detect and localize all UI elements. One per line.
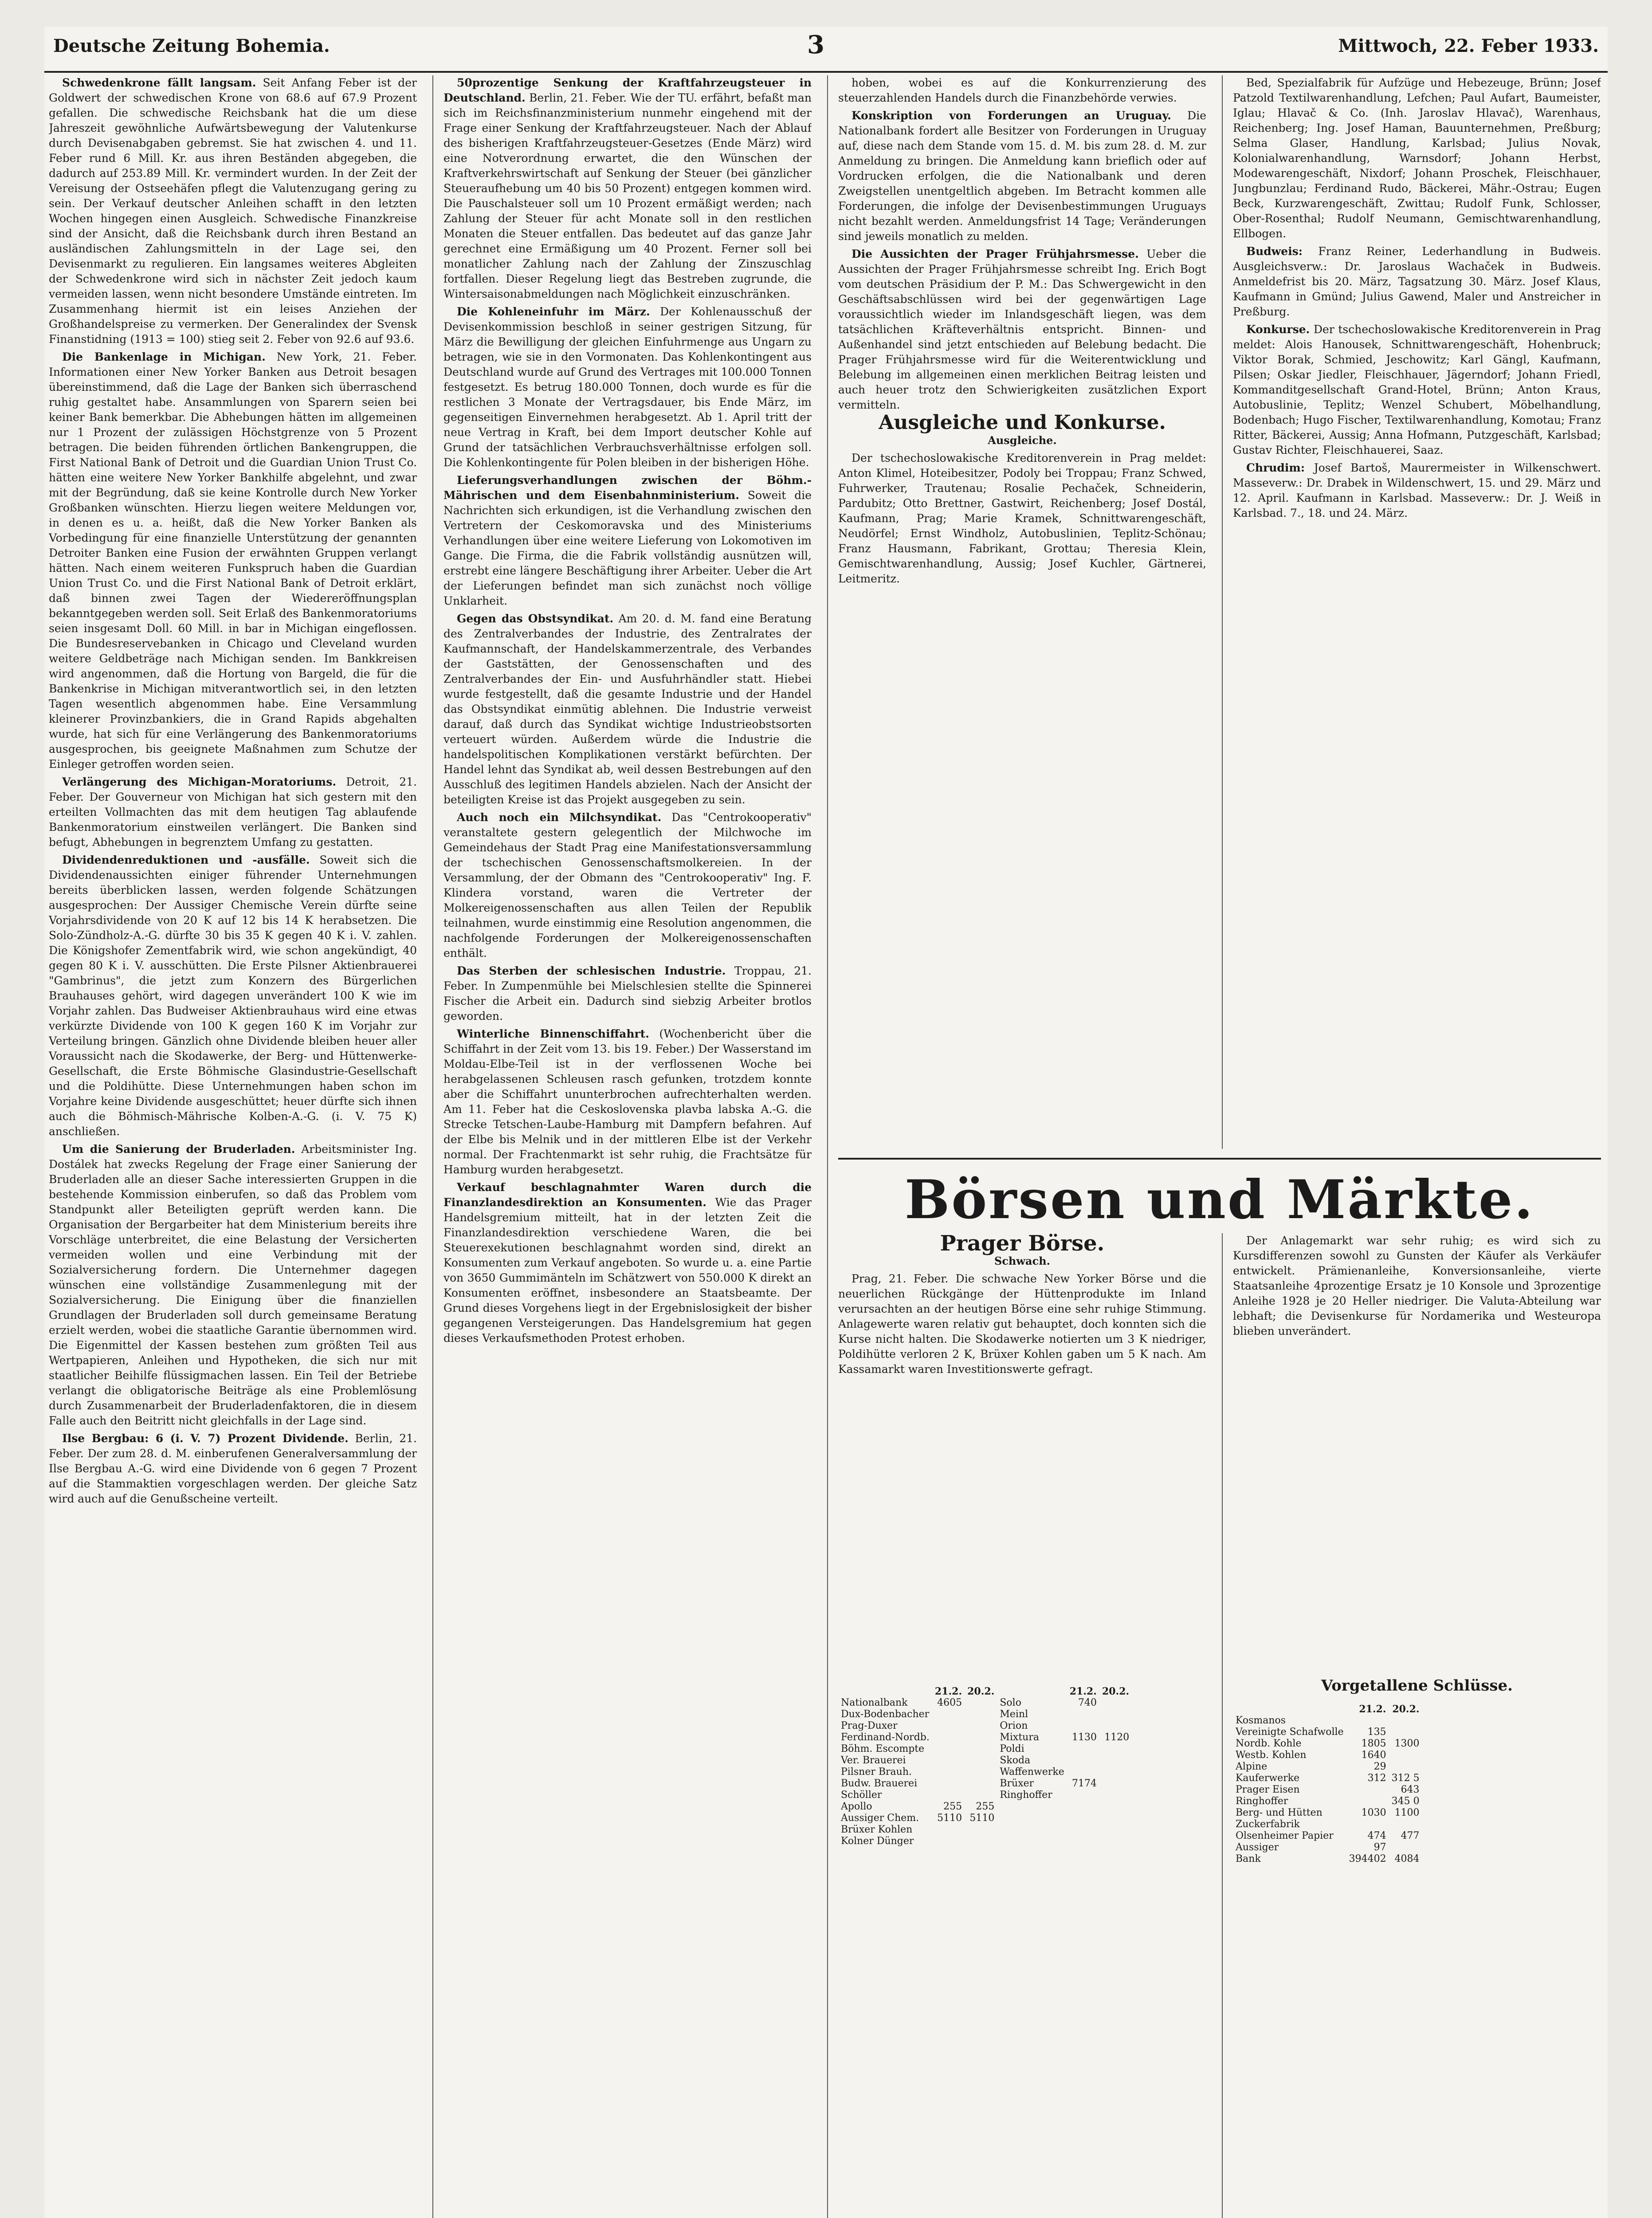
table-row xyxy=(838,1813,1132,1824)
article-text: Das "Centrokooperativ" veranstaltete gestern gelegentlich der Milchwoche im Gemeindehaus der Stadt Prag eine Manifestationsversammlung der tschechischen Genossenschaftsmolkereien. In der Versammlung, der der Obmann des "Centrokooperativ" Ing. F. Klindera vorstand, waren die Vertreter der Molkereigenossenschaften aus allen Teilen der Republik teilnahmen, wurde einstimmig eine Resolution angenommen, die nachfolgende Forderungen der Molkereigenossenschaften enthält. xyxy=(443,811,812,960)
stock-price: 643 xyxy=(1401,1784,1420,1795)
article-headline: Winterliche Binnenschiffahrt. xyxy=(457,1027,649,1040)
article xyxy=(443,1026,812,1177)
section-subheading xyxy=(838,433,1206,448)
stock-price xyxy=(1099,1709,1132,1720)
table-header-cell: 20.2. xyxy=(1102,1686,1130,1697)
article-headline: Die Kohleneinfuhr im März. xyxy=(457,305,650,318)
stock-price: 1130 xyxy=(1071,1732,1097,1743)
stock-name: Prager Eisen xyxy=(1236,1784,1300,1795)
stock-name: Ringhoffer xyxy=(1236,1796,1288,1807)
stock-price: 312 xyxy=(1367,1773,1386,1784)
stock-name xyxy=(997,1813,1067,1824)
article xyxy=(49,1431,417,1506)
article xyxy=(443,304,812,470)
stock-table-title: Vorgetallene Schlüsse. xyxy=(1321,1677,1513,1695)
stock-table-right xyxy=(1233,1703,1601,1865)
table-header-cell xyxy=(1233,1703,1346,1715)
stock-price: 255 xyxy=(976,1801,995,1812)
stock-price xyxy=(1099,1789,1132,1801)
table-row xyxy=(838,1789,1132,1801)
stock-name xyxy=(997,1836,1067,1847)
stock-price: 5110 xyxy=(969,1813,995,1824)
stock-price xyxy=(1346,1715,1389,1726)
column-3 xyxy=(838,75,1206,1149)
stock-price: 1300 xyxy=(1394,1738,1420,1749)
stock-price xyxy=(1099,1824,1132,1836)
stock-price: 1100 xyxy=(1394,1807,1420,1818)
article xyxy=(49,853,417,1139)
stock-price xyxy=(1099,1720,1132,1732)
article xyxy=(838,247,1206,413)
article xyxy=(1233,460,1601,521)
stock-price xyxy=(1389,1750,1422,1761)
article-headline: Dividendenreduktionen und -ausfälle. xyxy=(62,853,310,866)
stock-price xyxy=(932,1766,965,1778)
stock-name: Poldi xyxy=(1000,1743,1024,1754)
stock-name: Solo xyxy=(1000,1697,1021,1708)
stock-name: Mixtura xyxy=(1000,1732,1039,1743)
article-text: Franz Reiner, Lederhandlung in Budweis. Ausgleichsverw.: Dr. Jaroslaus Wachaček in Budweis. Anmeldefrist bis 20. März, Tagsatzung 30. März. Josef Klaus, Kaufmann in Gmünd; Julius Gawend, Maler und Anstreicher in Preßburg. xyxy=(1233,245,1601,318)
stock-price xyxy=(1099,1755,1132,1766)
stock-table-right-grid xyxy=(1233,1703,1422,1865)
stock-price xyxy=(1389,1819,1422,1830)
column-rule xyxy=(1222,75,1223,1149)
stock-price xyxy=(1067,1755,1099,1766)
stock-price xyxy=(1099,1813,1132,1824)
stock-name: Brüxer xyxy=(1000,1778,1034,1789)
column-1 xyxy=(49,75,417,2218)
stock-price xyxy=(965,1836,997,1847)
stock-price xyxy=(965,1824,997,1836)
table-header-cell: 21.2. xyxy=(1359,1703,1386,1715)
article xyxy=(443,1180,812,1346)
stock-name: Budw. Brauerei xyxy=(841,1778,918,1789)
stock-price: 135 xyxy=(1367,1726,1386,1738)
article-headline: Die Aussichten der Prager Frühjahrsmesse. xyxy=(852,248,1139,260)
stock-price xyxy=(1067,1720,1099,1732)
article-text: hoben, wobei es auf die Konkurrenzierung des steuerzahlenden Handels durch die Finanzbehörde verwies. xyxy=(838,76,1206,104)
article-headline: Das Sterben der schlesischen Industrie. xyxy=(457,964,726,977)
article-headline: Verlängerung des Michigan-Moratoriums. xyxy=(62,775,337,788)
table-header-cell: 20.2. xyxy=(967,1686,995,1697)
stock-name xyxy=(997,1801,1067,1813)
table-row xyxy=(838,1755,1132,1766)
article-headline: Budweis: xyxy=(1246,245,1303,258)
article-text: (Wochenbericht über die Schiffahrt in der Zeit vom 13. bis 19. Feber.) Der Wasserstand im Moldau-Elbe-Teil ist in der verflossenen Woche bei herabgelassenen Schleusen rasch gefunken, trotzdem konnte aber die Schiffahrt ununterbrochen aufrechterhalten werden. Am 11. Feber hat die Ceskoslovenska plavba labska A.-G. die Strecke Tetschen-Laube-Hamburg mit Dampfern befahren. Auf der Elbe bis Melnik und in der mittleren Elbe ist der Verkehr normal. Der Frachtenmarkt ist sehr ruhig, die Frachtsätze für Hamburg wurden herabgesetzt. xyxy=(443,1027,812,1176)
stock-price xyxy=(965,1789,997,1801)
article xyxy=(443,810,812,961)
table-header-cell: 20.2. xyxy=(1392,1703,1420,1715)
table-header-cell: 21.2. xyxy=(934,1686,962,1697)
newspaper-page xyxy=(44,27,1608,2218)
article xyxy=(443,963,812,1024)
stock-price xyxy=(932,1836,965,1847)
stock-name: Schöller xyxy=(841,1789,882,1801)
article-headline: Chrudim: xyxy=(1246,461,1305,474)
table-header-cell xyxy=(838,1686,932,1697)
stock-name: Prag-Duxer xyxy=(841,1720,898,1731)
table-row xyxy=(838,1720,1132,1732)
stock-price xyxy=(965,1755,997,1766)
stock-table-left xyxy=(838,1686,1206,1847)
section-heading xyxy=(838,411,1206,434)
article xyxy=(443,473,812,609)
markets-text: Der Anlagemarkt war sehr ruhig; es wird sich zu Kursdifferenzen sowohl zu Gunsten der Käufer als Verkäufer entwickelt. Prämienanleihe, Konversionsanleihe, vierte Staatsanleihe 4prozentige Ersatz je 10 Konsole und 3prozentige Anleihe 1928 je 20 Heller niedriger. Die Valuta-Abteilung war lebhaft; die Devisenkurse für Nordamerika und Westeuropa blieben unverändert. xyxy=(1233,1234,1601,1337)
stock-price: 1640 xyxy=(1361,1750,1386,1761)
table-row xyxy=(838,1709,1132,1720)
stock-name: Kauferwerke xyxy=(1236,1773,1300,1784)
article-text: Josef Bartoš, Maurermeister in Wilkenschwert. Masseverw.: Dr. Drabek in Wildenschwert, 15. und 29. März und 12. April. Kaufmann in Karlsbad. Masseverw.: Dr. J. Weiß in Karlsbad. 7., 18. und 24. März. xyxy=(1233,461,1601,519)
table-row xyxy=(838,1778,1132,1789)
article-text: New York, 21. Feber. Informationen einer New Yorker Banken aus Detroit besagen übereinstimmend, daß die Lage der Banken sich überraschend ruhig gestaltet habe. Ansammlungen von Sparern seien bei keiner Bank bemerkbar. Die Abhebungen hätten im allgemeinen nur 1 Prozent der zulässigen Höchstgrenze von 5 Prozent betragen. Die beiden führenden örtlichen Bankengruppen, die First National Bank of Detroit und die Guardian Union Trust Co. hätten eine weitere New Yorker Bankhilfe abgelehnt, und zwar mit der Begründung, daß sie keine Kontrolle durch New Yorker Großbanken wünschten. Hierzu liegen weitere Meldungen vor, in denen es u. a. heißt, daß die New Yorker Banken als Vorbedingung für eine finanzielle Unterstützung der genannten Detroiter Banken eine Fusion der erwähnten Gruppen verlangt hätten. Nach einem weiteren Funkspruch haben die Guardian Union Trust Co. und die First National Bank of Detroit erklärt, daß binnen zwei Tagen der Wiedereröffnungsplan bekanntgegeben werden soll. Seit Erlaß des Bankenmoratoriums seien insgesamt Doll. 60 Mill. in bar in Michigan eingeflossen. Die Bundesreservebanken in Chicago und Cleveland wurden weitere Geldbeträge nach Michigan senden. Im Bankkreisen wird angenommen, daß die Hortung von Bargeld, die für die Bankenkrise in Michigan mitverantwortlich sei, in den letzten Tagen wesentlich abgenommen habe. Eine Versammlung kleinerer Provinzbankiers, die in Grand Rapids abgehalten wurde, hat sich für eine Verlängerung des Bankenmoratoriums ausgesprochen, bis geeignete Maßnahmen zum Schutze der Einleger getroffen worden seien. xyxy=(49,350,417,771)
article-text: Bed, Spezialfabrik für Aufzüge und Hebezeuge, Brünn; Josef Patzold Textilwarenhandlung, Lefchen; Paul Aufart, Baumeister, Iglau; Hlavač & Co. (Inh. Jaroslav Hlavač), Warenhaus, Reichenberg; Ing. Josef Haman, Bauunternehmen, Preßburg; Selma Glaser, Handlung, Karlsbad; Julius Novak, Kolonialwarenhandlung, Warnsdorf; Johann Herbst, Modewarengeschäft, Nixdorf; Johann Proschek, Fleischhauer, Jungbunzlau; Ferdinand Rudo, Bäckerei, Mähr.-Ostrau; Eugen Beck, Kurzwarengeschäft, Zwittau; Rudolf Funk, Schlosser, Ober-Rosenthal; Rudolf Neumann, Gemischtwarenhandlung, Ellbogen. xyxy=(1233,76,1601,240)
stock-price xyxy=(1099,1697,1132,1709)
table-row xyxy=(838,1766,1132,1778)
stock-price: 474 xyxy=(1367,1830,1386,1841)
stock-price: 255 xyxy=(943,1801,962,1812)
table-header-cell xyxy=(997,1686,1067,1697)
stock-name: Olsenheimer Papier xyxy=(1236,1830,1334,1841)
stock-price: 5110 xyxy=(937,1813,962,1824)
article xyxy=(838,75,1206,106)
stock-name xyxy=(997,1824,1067,1836)
table-row xyxy=(838,1732,1132,1743)
stock-name: Westb. Kohlen xyxy=(1236,1750,1307,1761)
stock-price xyxy=(1067,1801,1099,1813)
page-number: 3 xyxy=(807,30,824,59)
stock-price xyxy=(1067,1789,1099,1801)
stock-name: Nationalbank xyxy=(841,1697,908,1708)
column-4 xyxy=(1233,75,1601,1149)
article-headline: 50prozentige Senkung der Kraftfahrzeugsteuer in Deutschland. xyxy=(443,76,812,104)
table-row xyxy=(1233,1738,1422,1750)
stock-price xyxy=(932,1720,965,1732)
stock-name: Kosmanos xyxy=(1236,1715,1286,1726)
stock-price xyxy=(1067,1743,1099,1755)
article-headline: Konskription von Forderungen an Uruguay. xyxy=(852,109,1171,122)
stock-price xyxy=(1067,1709,1099,1720)
stock-price: 312 5 xyxy=(1391,1773,1420,1784)
article xyxy=(49,1142,417,1428)
table-header-row xyxy=(1233,1703,1422,1715)
stock-price xyxy=(1099,1766,1132,1778)
article xyxy=(838,108,1206,244)
table-header-row xyxy=(838,1686,1132,1697)
stock-price xyxy=(965,1743,997,1755)
stock-price xyxy=(932,1778,965,1789)
stock-name: Ringhoffer xyxy=(1000,1789,1052,1801)
article xyxy=(443,611,812,807)
stock-price xyxy=(1389,1726,1422,1738)
article-headline: Auch noch ein Milchsyndikat. xyxy=(457,811,662,824)
article-headline: Um die Sanierung der Bruderladen. xyxy=(62,1143,295,1156)
article-text: Ausgleiche. xyxy=(988,434,1057,447)
table-row xyxy=(1233,1784,1422,1796)
article-headline: Verkauf beschlagnahmter Waren durch die Finanzlandesdirektion an Konsumenten. xyxy=(443,1181,812,1209)
article xyxy=(1233,244,1601,319)
stock-price xyxy=(1389,1842,1422,1853)
article-text: Berlin, 21. Feber. Der zum 28. d. M. einberufenen Generalversammlung der Ilse Bergbau A.-G. wird eine Dividende von 6 gegen 7 Prozent auf die Stammaktien vorgeschlagen werden. Der gleiche Satz wird auch auf die Genußscheine verteilt. xyxy=(49,1432,417,1505)
article-headline: Ilse Bergbau: 6 (i. V. 7) Prozent Dividende. xyxy=(62,1432,349,1445)
stock-price xyxy=(1099,1743,1132,1755)
stock-price: 1805 xyxy=(1361,1738,1386,1749)
stock-name: Meinl xyxy=(1000,1709,1028,1720)
stock-name: Kolner Dünger xyxy=(841,1836,914,1847)
article-headline: Konkurse. xyxy=(1246,323,1310,336)
article-text: Detroit, 21. Feber. Der Gouverneur von Michigan hat sich gestern mit den erteilten Vollmachten das mit dem heutigen Tag ablaufende Bankenmoratorium einstweilen verlängert. Die Banken sind befugt, Abhebungen in begrenztem Umfang zu gestatten. xyxy=(49,775,417,849)
column-rule xyxy=(1222,1233,1223,2218)
issue-date: Mittwoch, 22. Feber 1933. xyxy=(1338,35,1599,56)
boerse-title: Prager Börse. xyxy=(940,1233,1105,1256)
article xyxy=(1233,75,1601,241)
stock-price xyxy=(1389,1715,1422,1726)
stock-name: Alpine xyxy=(1236,1761,1267,1772)
stock-price xyxy=(932,1824,965,1836)
markets-banner xyxy=(838,1158,1601,1231)
article xyxy=(49,75,417,347)
article-text: Seit Anfang Feber ist der Goldwert der schwedischen Krone von 68.6 auf 67.9 Prozent gefallen. Die schwedische Reichsbank hat die um diese Jahreszeit gewöhnliche Aufwärtsbewegung der Valutenkurse durch Devisenabgaben gebremst. Sie hat zwischen 4. und 11. Feber rund 6 Mill. Kr. aus ihren Beständen abgegeben, die dadurch auf 253.89 Mill. Kr. vermindert wurden. In der Zeit der Vereisung der Ostseehäfen pflegt die Valutenzugang gering zu sein. Der Verkauf deutscher Anleihen schafft in den letzten Wochen hingegen einen Ausgleich. Schwedische Finanzkreise sind der Ansicht, daß die Reichsbank durch ihren Bestand an ausländischen Zahlungsmitteln in der Lage sei, den Devisenmarkt zu regulieren. Ein langsames weiteres Abgleiten der Schwedenkrone wird sich in nächster Zeit jedoch kaum vermeiden lassen, wenn nicht besondere Umstände eintreten. Im Zusammenhang hiermit ist ein leises Anziehen der Großhandelspreise zu vermerken. Der Generalindex der Svensk Finanstidning (1913 = 100) stieg seit 2. Feber von 92.6 auf 93.6. xyxy=(49,76,417,346)
stock-name: Pilsner Brauh. xyxy=(841,1766,912,1778)
table-row xyxy=(1233,1750,1422,1761)
table-row xyxy=(1233,1796,1422,1807)
stock-price xyxy=(1346,1819,1389,1830)
article-text: Der Kohlenausschuß der Devisenkommission beschloß in seiner gestrigen Sitzung, für März die Bewilligung der gleichen Einfuhrmenge aus Ungarn zu betragen, wie sie in den Vormonaten. Das Kohlenkontingent aus Deutschland wurde auf Grund des Vertrages mit 100.000 Tonnen festgesetzt. Es betrug 180.000 Tonnen, doch wurde es für die restlichen 3 Monate der Vertragsdauer, bis Ende März, im gegenseitigen Einvernehmen herabgesetzt. Ab 1. April tritt der neue Vertrag in Kraft, bei dem Import deutscher Kohle auf Grund der tatsächlichen Verbrauchsverhältnisse erfolgen soll. Die Kohlenkontingente für Polen bleiben in der bisherigen Höhe. xyxy=(443,305,812,469)
stock-price: 1030 xyxy=(1361,1807,1386,1818)
stock-name: Böhm. Escompte xyxy=(841,1743,925,1754)
article xyxy=(1233,322,1601,458)
stock-name: Nordb. Kohle xyxy=(1236,1738,1302,1749)
stock-price xyxy=(932,1709,965,1720)
table-row xyxy=(1233,1715,1422,1726)
table-row xyxy=(1233,1773,1422,1784)
table-row xyxy=(1233,1726,1422,1738)
stock-name: Skoda xyxy=(1000,1755,1031,1766)
article xyxy=(49,775,417,850)
stock-name: Aussiger xyxy=(1236,1842,1279,1853)
stock-price xyxy=(965,1766,997,1778)
article-text: Soweit sich die Dividendenaussichten einiger führender Unternehmungen bereits überblicken lassen, werden folgende Schätzungen ausgesprochen: Der Aussiger Chemische Verein dürfte seine Vorjahrsdividende von 20 K auf 12 bis 14 K herabsetzen. Die Solo-Zündholz-A.-G. dürfte 30 bis 35 K gegen 40 K i. V. zahlen. Die Königshofer Zementfabrik wird, wie schon angekündigt, 40 gegen 80 K i. V. ausschütten. Die Erste Pilsner Aktienbrauerei "Gambrinus", die jetzt zum Konzern des Bürgerlichen Brauhauses gehört, wird dagegen unverändert 100 K wie im Vorjahr zahlen. Das Budweiser Aktienbrauhaus wird eine etwas verkürzte Dividende von 100 K gegen 160 K im Vorjahr zur Verteilung bringen. Gänzlich ohne Dividende bleiben heuer aller Voraussicht nach die Skodawerke, der Berg- und Hüttenwerke-Gesellschaft, die Erste Böhmische Glasindustrie-Gesellschaft und die Poldihütte. Diese Unternehmungen haben schon im Vorjahre keine Dividende ausgeschüttet; heuer dürfte sich ihnen auch die Böhmisch-Mährische Kolben-A.-G. (i. V. 75 K) anschließen. xyxy=(49,853,417,1138)
stock-table-left-grid xyxy=(838,1686,1132,1847)
stock-price xyxy=(1346,1796,1389,1807)
stock-name: Vereinigte Schafwolle xyxy=(1236,1726,1344,1738)
markets-banner-title: Börsen und Märkte. xyxy=(904,1168,1535,1231)
stock-price: 345 0 xyxy=(1391,1796,1420,1807)
table-header-cell: 21.2. xyxy=(1069,1686,1097,1697)
article-text: Arbeitsminister Ing. Dostálek hat zwecks Regelung der Frage einer Sanierung der Bruderladen alle an dieser Sache interessierten Gruppen in die bestehende Kommission einberufen, so daß das Problem vom Standpunkt aller Beteiligten geprüft werden kann. Die Organisation der Bergarbeiter hat dem Ministerium bereits ihre Vorschläge unterbreitet, die eine Belastung der Versicherten vermeiden wollen und eine Verbindung mit der Sozialversicherung fordern. Die Unternehmer dagegen wünschen eine vollständige Zusammenlegung mit der Sozialversicherung. Die Einigung über die finanziellen Grundlagen der Bruderladen soll durch gemeinsame Beratung erzielt werden, wobei die staatliche Garantie übernommen wird. Die Eigenmittel der Kassen bestehen zum größten Teil aus Wertpapieren, Anleihen und Hypotheken, die sich nur mit staatlicher Beihilfe flüssigmachen lassen. Ein Teil der Betriebe verlangt die obligatorische Beiträge als eine Problemlösung durch Zusammenarbeit der Bruderladenfaktoren, die in diesem Falle auch den Beitritt nicht gleichfalls in der Lage sind. xyxy=(49,1143,417,1427)
stock-price xyxy=(965,1709,997,1720)
boerse-subtitle: Schwach. xyxy=(994,1255,1051,1267)
stock-name: Orion xyxy=(1000,1720,1028,1731)
article-headline: Schwedenkrone fällt langsam. xyxy=(62,76,256,89)
stock-price xyxy=(965,1778,997,1789)
article-text: Der tschechoslowakische Kreditorenverein in Prag meldet: Alois Hanousek, Schnittwarengeschäft, Hohenbruck; Viktor Borak, Schmied, Jeschowitz; Karl Gängl, Kaufmann, Pilsen; Oskar Jiedler, Fleischhauer, Jägerndorf; Johann Friedl, Kommanditgesellschaft Grand-Hotel, Brünn; Anton Kraus, Autobuslinie, Teplitz; Wenzel Schubert, Möbelhandlung, Bodenbach; Hugo Fischer, Textilwarenhandlung, Komotau; Franz Ritter, Bäckerei, Aussig; Anna Hofmann, Putzgeschäft, Karlsbad; Gustav Richter, Fleischhauerei, Saaz. xyxy=(1233,323,1601,456)
article xyxy=(443,75,812,302)
article xyxy=(838,451,1206,586)
stock-name: Zuckerfabrik xyxy=(1236,1819,1300,1830)
column-rule xyxy=(827,75,828,2218)
stock-price: 7174 xyxy=(1071,1778,1097,1789)
stock-price xyxy=(1099,1778,1132,1789)
article-headline: Die Bankenlage in Michigan. xyxy=(62,350,266,363)
article-text: Die Nationalbank fordert alle Besitzer von Forderungen in Uruguay auf, diese nach dem Stande vom 15. d. M. bis zum 28. d. M. zur Anmeldung zu bringen. Die Anmeldung kann brieflich oder auf Vordrucken erfolgen, die die Nationalbank und deren Zweigstellen unentgeltlich abgeben. Im Betracht kommen alle Forderungen, die infolge der Devisenbestimmungen Uruguays nicht bezahlt werden. Anmeldungsfrist 14 Tage; Veränderungen sind jeweils monatlich zu melden. xyxy=(838,109,1206,243)
article-text: Am 20. d. M. fand eine Beratung des Zentralverbandes der Industrie, des Zentralrates der Kaufmannschaft, der Handelskammerzentrale, des Verbandes der Gaststätten, der Genossenschaften und des Zentralverbandes der Ein- und Ausfuhrhändler statt. Hiebei wurde festgestellt, daß die gesamte Industrie und der Handel das Obstsyndikat einmütig ablehnen. Die Industrie verweist darauf, daß durch das Syndikat wichtige Industrieobstsorten verteuert würden. Außerdem würde die Industrie die handelspolitischen Komplikationen verstärkt befürchten. Der Handel lehnt das Syndikat ab, weil dessen Bestrebungen auf den Ausschluß des legitimen Handels abzielen. Nach der Ansicht der beteiligten Kreise ist das Projekt ausgegeben zu sein. xyxy=(443,612,812,806)
table-row xyxy=(838,1836,1132,1847)
markets-column xyxy=(1233,1233,1601,1668)
stock-price xyxy=(1067,1836,1099,1847)
stock-price: 4084 xyxy=(1394,1853,1420,1864)
table-row xyxy=(838,1824,1132,1836)
stock-price xyxy=(1389,1761,1422,1773)
stock-name: Ver. Brauerei xyxy=(841,1755,906,1766)
table-row xyxy=(838,1697,1132,1709)
stock-price xyxy=(1346,1784,1389,1796)
table-row xyxy=(1233,1761,1422,1773)
stock-price: 29 xyxy=(1373,1761,1386,1772)
article-text: Troppau, 21. Feber. In Zumpenmühle bei Mielschlesien stellte die Spinnerei Fischer die Arbeit ein. Dadurch sind siebzig Arbeiter brotlos geworden. xyxy=(443,964,812,1022)
article-text: Wie das Prager Handelsgremium mitteilt, hat in der letzten Zeit die Finanzlandesdirektion verschiedene Waren, die bei Steuerexekutionen beschlagnahmt worden sind, direkt an Konsumenten zum Verkauf angeboten. So wurde u. a. eine Partie von 3650 Gummimänteln im Schätzwert von 550.000 K direkt an Konsumenten eröffnet, insbesondere an Staatsbeamte. Der Grund dieses Vorgehens liegt in der Ergebnislosigkeit der bisher gegangenen Versteigerungen. Das Handelsgremium hat gegen dieses Verkaufsmethoden Protest erhoben. xyxy=(443,1196,812,1345)
stock-name: Dux-Bodenbacher xyxy=(841,1709,930,1720)
stock-name: Aussiger Chem. xyxy=(841,1813,919,1824)
newspaper-title: Deutsche Zeitung Bohemia. xyxy=(53,35,330,56)
column-2 xyxy=(443,75,812,2218)
stock-name: Apollo xyxy=(841,1801,872,1812)
column-rule xyxy=(432,75,433,2218)
article-text: Der tschechoslowakische Kreditorenverein in Prag meldet: Anton Klimel, Hoteibesitzer, Podoly bei Troppau; Franz Schwed, Fuhrwerker, Trautenau; Rosalie Pechaček, Schneiderin, Pardubitz; Otto Brettner, Gastwirt, Reichenberg; Josef Dostál, Kaufmann, Prag; Marie Kramek, Schnittwarengeschäft, Neudörfel; Ernst Windholz, Autobuslinien, Teplitz-Schönau; Franz Hausmann, Fabrikant, Grottau; Theresia Klein, Gemischtwarenhandlung, Aussig; Josef Kuchler, Gärtnerei, Leitmeritz. xyxy=(838,452,1206,585)
boerse-text: Prag, 21. Feber. Die schwache New Yorker Börse und die neuerlichen Rückgänge der Hüttenprodukte im Inland verursachten an der heutigen Börse eine sehr ruhige Stimmung. Anlagewerte waren relativ gut behauptet, doch konnten sich die Kurse nicht halten. Die Skodawerke notierten um 3 K niedriger, Poldihütte verloren 2 K, Brüxer Kohlen gaben um 5 K nach. Am Kassamarkt waren Investitionswerte gefragt. xyxy=(838,1272,1206,1376)
article-text: Ausgleiche und Konkurse. xyxy=(879,411,1166,434)
article xyxy=(49,350,417,772)
table-row xyxy=(1233,1830,1422,1842)
stock-price: 740 xyxy=(1078,1697,1097,1708)
stock-name: Waffenwerke xyxy=(1000,1766,1064,1778)
stock-price xyxy=(932,1743,965,1755)
article-headline: Lieferungsverhandlungen zwischen der Böhm.-Mährischen und dem Eisenbahnministerium. xyxy=(443,474,812,502)
stock-name: Berg- und Hütten xyxy=(1236,1807,1322,1818)
stock-price xyxy=(1099,1801,1132,1813)
stock-name: Ferdinand-Nordb. xyxy=(841,1732,930,1743)
stock-price xyxy=(932,1755,965,1766)
page-header xyxy=(44,27,1608,73)
article-text: Berlin, 21. Feber. Wie der TU. erfährt, befaßt man sich im Reichsfinanzministerium nunmehr eingehend mit der Frage einer Senkung der Kraftfahrzeugsteuer. Nach der Ablauf des bisherigen Kraftfahrzeugsteuer-Gesetzes (Ende März) wird eine Notverordnung erwartet, die den Wünschen der Kraftverkehrswirtschaft auf Senkung der Steuer (bei gänzlicher Steueraufhebung um 40 bis 50 Prozent) entgegen kommen wird. Die Pauschalsteuer soll um 10 Prozent ermäßigt werden; nach Zahlung der Steuer für acht Monate soll in den restlichen Monaten die Steuer entfallen. Das bedeutet auf das ganze Jahr gerechnet eine Ermäßigung um 40 Prozent. Ferner soll bei monatlicher Zahlung nach der Zahlung der Zinszuschlag fortfallen. Dieser Regelung liegt das Bestreben zugrunde, die Wintersaisonabmeldungen nach Möglichkeit einzuschränken. xyxy=(443,91,812,300)
stock-price xyxy=(965,1732,997,1743)
stock-price xyxy=(1067,1766,1099,1778)
stock-name: Brüxer Kohlen xyxy=(841,1824,913,1835)
table-row xyxy=(1233,1807,1422,1819)
stock-price: 1120 xyxy=(1104,1732,1130,1743)
table-row xyxy=(838,1743,1132,1755)
table-row xyxy=(1233,1819,1422,1830)
stock-price xyxy=(965,1720,997,1732)
stock-price: 394402 xyxy=(1349,1853,1386,1864)
stock-price xyxy=(1067,1813,1099,1824)
stock-price xyxy=(1099,1836,1132,1847)
stock-price xyxy=(1067,1824,1099,1836)
article-text: Soweit die Nachrichten sich erkundigen, ist die Verhandlung zwischen den Vertretern der Ceskomoravska und des Ministeriums Verhandlungen über eine weitere Lieferung von Lokomotiven im Gange. Die Firma, die die Fabrik vollständig ausnützen will, erstrebt eine längere Beschäftigung ihrer Arbeiter. Ueber die Art der Lieferungen befindet man sich zunächst noch völlige Unklarheit. xyxy=(443,489,812,607)
article-text: Ueber die Aussichten der Prager Frühjahrsmesse schreibt Ing. Erich Bogt vom deutschen Präsidium der P. M.: Das Schwergewicht in den Geschäftsabschlüssen wird bei der gegenwärtigen Lage voraussichtlich wieder im Inlandsgeschäft liegen, was dem tatsächlichen Kräfteverhältnis entspricht. Binnen- und Außenhandel sind jetzt entschieden auf Belebung bedacht. Die Prager Frühjahrsmesse wird für die Weiterentwicklung und Belebung im allgemeinen einen merklichen Beitrag leisten und auch heuer trotz den Schwierigkeiten zusätzlichen Export vermitteln. xyxy=(838,248,1206,411)
stock-price: 477 xyxy=(1401,1830,1420,1841)
table-row xyxy=(838,1801,1132,1813)
stock-price: 4605 xyxy=(937,1697,962,1708)
article-headline: Gegen das Obstsyndikat. xyxy=(457,612,614,625)
stock-price: 97 xyxy=(1373,1842,1386,1853)
stock-name: Bank xyxy=(1236,1853,1261,1864)
table-row xyxy=(1233,1853,1422,1865)
stock-price xyxy=(965,1697,997,1709)
stock-price xyxy=(932,1732,965,1743)
stock-price xyxy=(932,1789,965,1801)
table-row xyxy=(1233,1842,1422,1853)
